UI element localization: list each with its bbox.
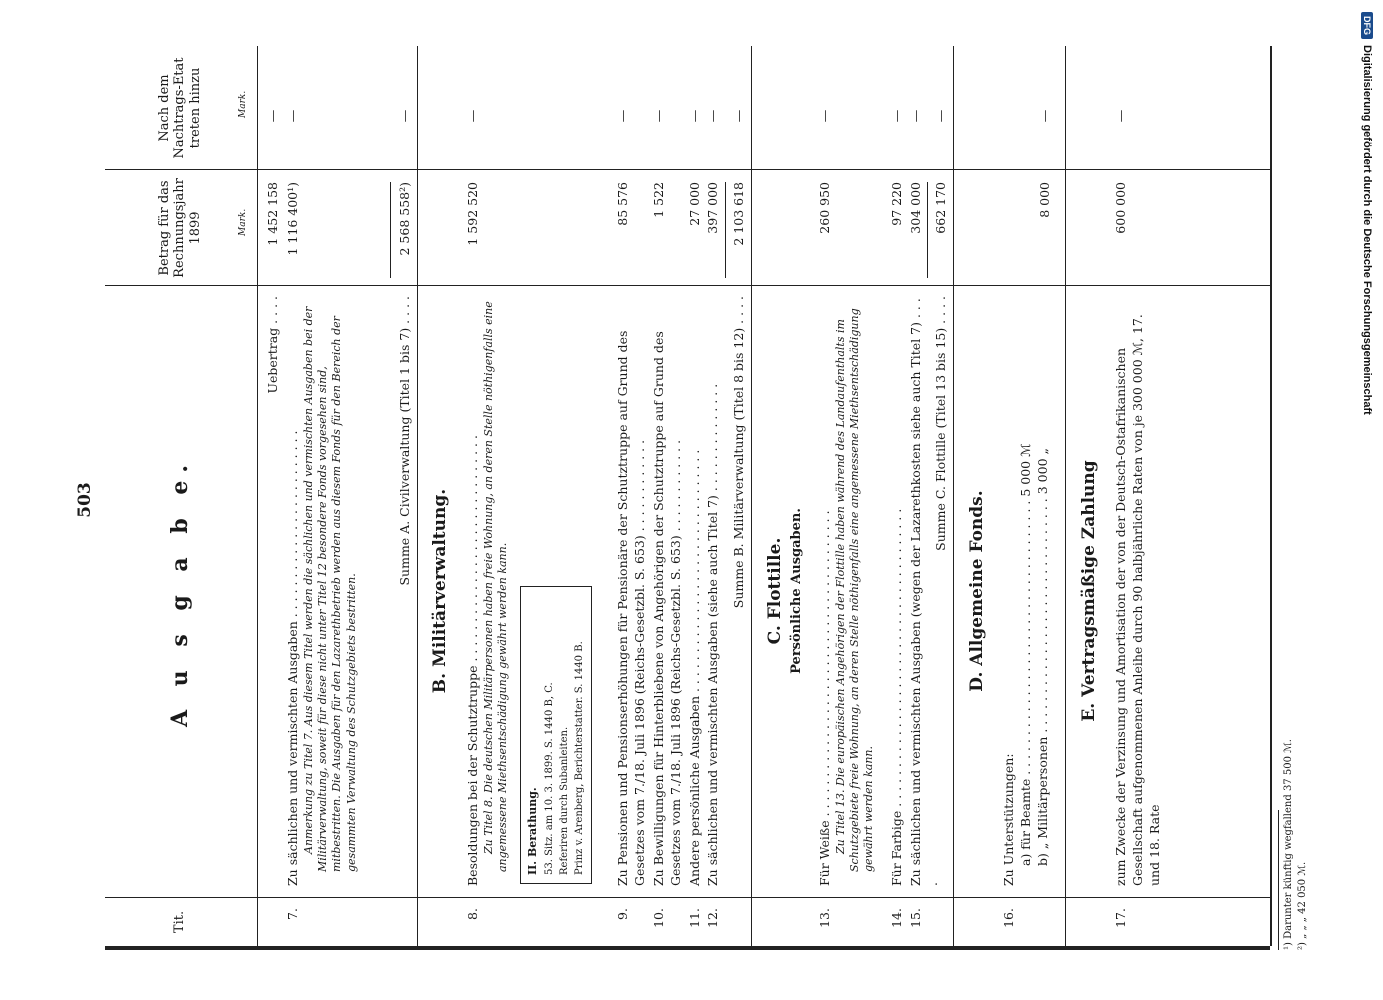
column-divider	[105, 169, 1270, 170]
note: Zu Titel 8. Die deutschen Militärpersonen haben freie Wohnung, an deren Stelle nöthigenfalls eine angemessene Miethsentschädigung gewährt werden kann.	[481, 301, 510, 872]
header-nach: Nach dem Nachtrags-Etat treten hinzu	[156, 57, 203, 159]
footnotes	[1282, 739, 1310, 950]
sum-rule	[927, 182, 928, 278]
credit-text: Digitalisierung gefördert durch die Deutsche Forschungsgemeinschaft	[1361, 45, 1373, 415]
beratung-box: II. Berathung. 53. Sitz. am 10. 3. 1899. S. 1440 B, C. Referiren durch Subanleiten. Prinz v. Arenberg, Berichterstatter. S. 1440 B.	[520, 586, 592, 884]
section-rule	[751, 46, 752, 946]
nach-unit: Mark.	[238, 90, 248, 118]
footnote: ¹) Darunter künftig wegfallend 37 500 ℳ.	[1283, 739, 1294, 950]
header-title: A u s g a b e.	[166, 456, 193, 728]
section-b-heading: B. Militärverwaltung.	[430, 488, 450, 694]
section-rule	[1065, 46, 1066, 946]
footnote-rule	[1278, 810, 1279, 950]
digitization-credit	[1359, 12, 1377, 992]
note: Zu Titel 13. Die europäischen Angehörigen der Flottille haben während des Landaufenthalts im Schutzgebiete freie Wohnung, an deren Stelle nöthigenfalls eine angemessene Miethsentschädigung gewährt werden kann.	[833, 308, 876, 872]
footnote: ²) „ „ „ 42 050 ℳ.	[1297, 861, 1308, 950]
header-betrag: Betrag für das Rechnungsjahr 1899	[156, 178, 203, 278]
section-c-heading: C. Flottille.	[765, 537, 785, 645]
dfg-logo: DFG	[1361, 12, 1373, 39]
header-rule	[257, 46, 258, 946]
section-rule	[953, 46, 954, 946]
sum-rule	[390, 182, 391, 278]
column-divider	[105, 285, 1270, 286]
rotated-page	[20, 10, 1350, 990]
betrag-unit: Mark.	[238, 208, 248, 236]
section-c-subheading: Persönliche Ausgaben.	[789, 508, 804, 674]
section-e-heading: E. Vertragsmäßige Zahlung	[1079, 460, 1099, 722]
sum-rule	[725, 182, 726, 278]
section-d-heading: D. Allgemeine Fonds.	[967, 490, 987, 692]
table-bottom-rule	[1270, 46, 1272, 946]
header-tit: Tit.	[172, 910, 188, 934]
column-divider	[105, 897, 1270, 898]
page-number: 503	[75, 482, 95, 518]
budget-table: Tit. A u s g a b e. Betrag für das Rechnungsjahr 1899 Mark. Nach dem Nachtrags-Etat treten hinzu Mark. Uebertrag . . . . 1 452 158 — 7. Zu sächlichen und vermischten Ausgaben . . . . . . . . . . . . . . . . . . . . . . . . Anmerkung zu Titel 7. Aus diesem Titel werden die sächlichen und vermischten Ausgaben bei der Militärverwaltung, soweit für diese nicht unter Titel 12 besondere Fonds vorgesehen sind, mitbestritten. Die Ausgaben für den Lazarethbetrieb werden aus diesem Fonds für den Bereich der gesammten Verwaltung des Schutzgebiets bestritten. 1 116 400¹) — Summe A. Civilverwaltung (Titel 1 bis 7) . . . . 2 568 558²) — B. Militärverwaltung. 8. Besoldungen bei der Schutztruppe . . . . . . . . . . . . . . . . . . . . . . . . . . . . . Zu Titel 8. Die deutschen Militärpersonen haben freie Wohnung, an deren Stelle nöthigenfalls eine angemessene Miethsentschädigung gewährt werden kann. 1 592 520 — II. Berathung. 53. Sitz. am 10. 3. 1899. S. 1440 B, C. Referiren durch Subanleiten. Prinz v. Arenberg, Berichterstatter. S. 1440 B. 9. Zu Pensionen und Pensionserhöhungen für Pensionäre der Schutztruppe auf Grund des Gesetzes vom 7./18. Juli 1896 (Reichs-Gesetzbl. S. 653) . . . . . . . . . . . . 85 576 — 10. Zu Bewilligungen für Hinterbliebene von Angehörigen der Schutztruppe auf Grund des Gesetzes vom 7./18. Juli 1896 (Reichs-Gesetzbl. S. 653) . . . . . . . . . . . . 1 522 — 11. Andere persönliche Ausgaben . . . . . . . . . . . . . . . . . . . . . . . . . . . . . . . 27 000 — 12. Zu sächlichen und vermischten Ausgaben (siehe auch Titel 7) . . . . . . . . . . . . . . 397 000 — Summe B. Militärverwaltung (Titel 8 bis 12) . . . . 2 103 618 — C. Flottille. Persönliche Ausgaben. 13. Für Weiße . . . . . . . . . . . . . . . . . . . . . . . . . . . . . . . . . . . . . . . Zu Titel 13. Die europäischen Angehörigen der Flottille haben während des Landaufenthalts im Schutzgebiete freie Wohnung, an deren Stelle nöthigenfalls eine angemessene Miethsentschädigung gewährt werden kann. 260 950 — 14. Für Farbige . . . . . . . . . . . . . . . . . . . . . . . . . . . . . . . . . . . . . . 97 220 — 15. Zu sächlichen und vermischten Ausgaben (wegen der Lazarethkosten siehe auch Titel 7) . . . . 304 000 — Summe C. Flottille (Titel 13 bis 15) . . . . 662 170 — D. Allgemeine Fonds. 16. Zu Unterstützungen: a) für Beamte . . . . . . . . . . . . . . . . . . . . . . . . . . . . . . . . . . . 5 000 ℳ b) „ Militärpersonen . . . . . . . . . . . . . . . . . . . . . . . . . . . . . . 3 000 „ 8 000 — E. Vertragsmäßige Zahlung 17. zum Zwecke der Verzinsung und Amortisation der von der Deutsch-Ostafrikanischen Gesellschaft aufgenommenen Anleihe durch 90 halbjährliche Raten von je 300 000 ℳ, 17. und 18. Rate 600 000 —	[105, 46, 1270, 950]
section-rule	[417, 46, 418, 946]
note: Anmerkung zu Titel 7. Aus diesem Titel werden die sächlichen und vermischten Ausgaben bei der Militärverwaltung, soweit für diese nicht unter Titel 12 besondere Fonds vorgesehen sind, mitbestritten. Die Ausgaben für den Lazarethbetrieb werden aus diesem Fonds für den Bereich der gesammten Verwaltung des Schutzgebiets bestritten.	[301, 306, 358, 872]
